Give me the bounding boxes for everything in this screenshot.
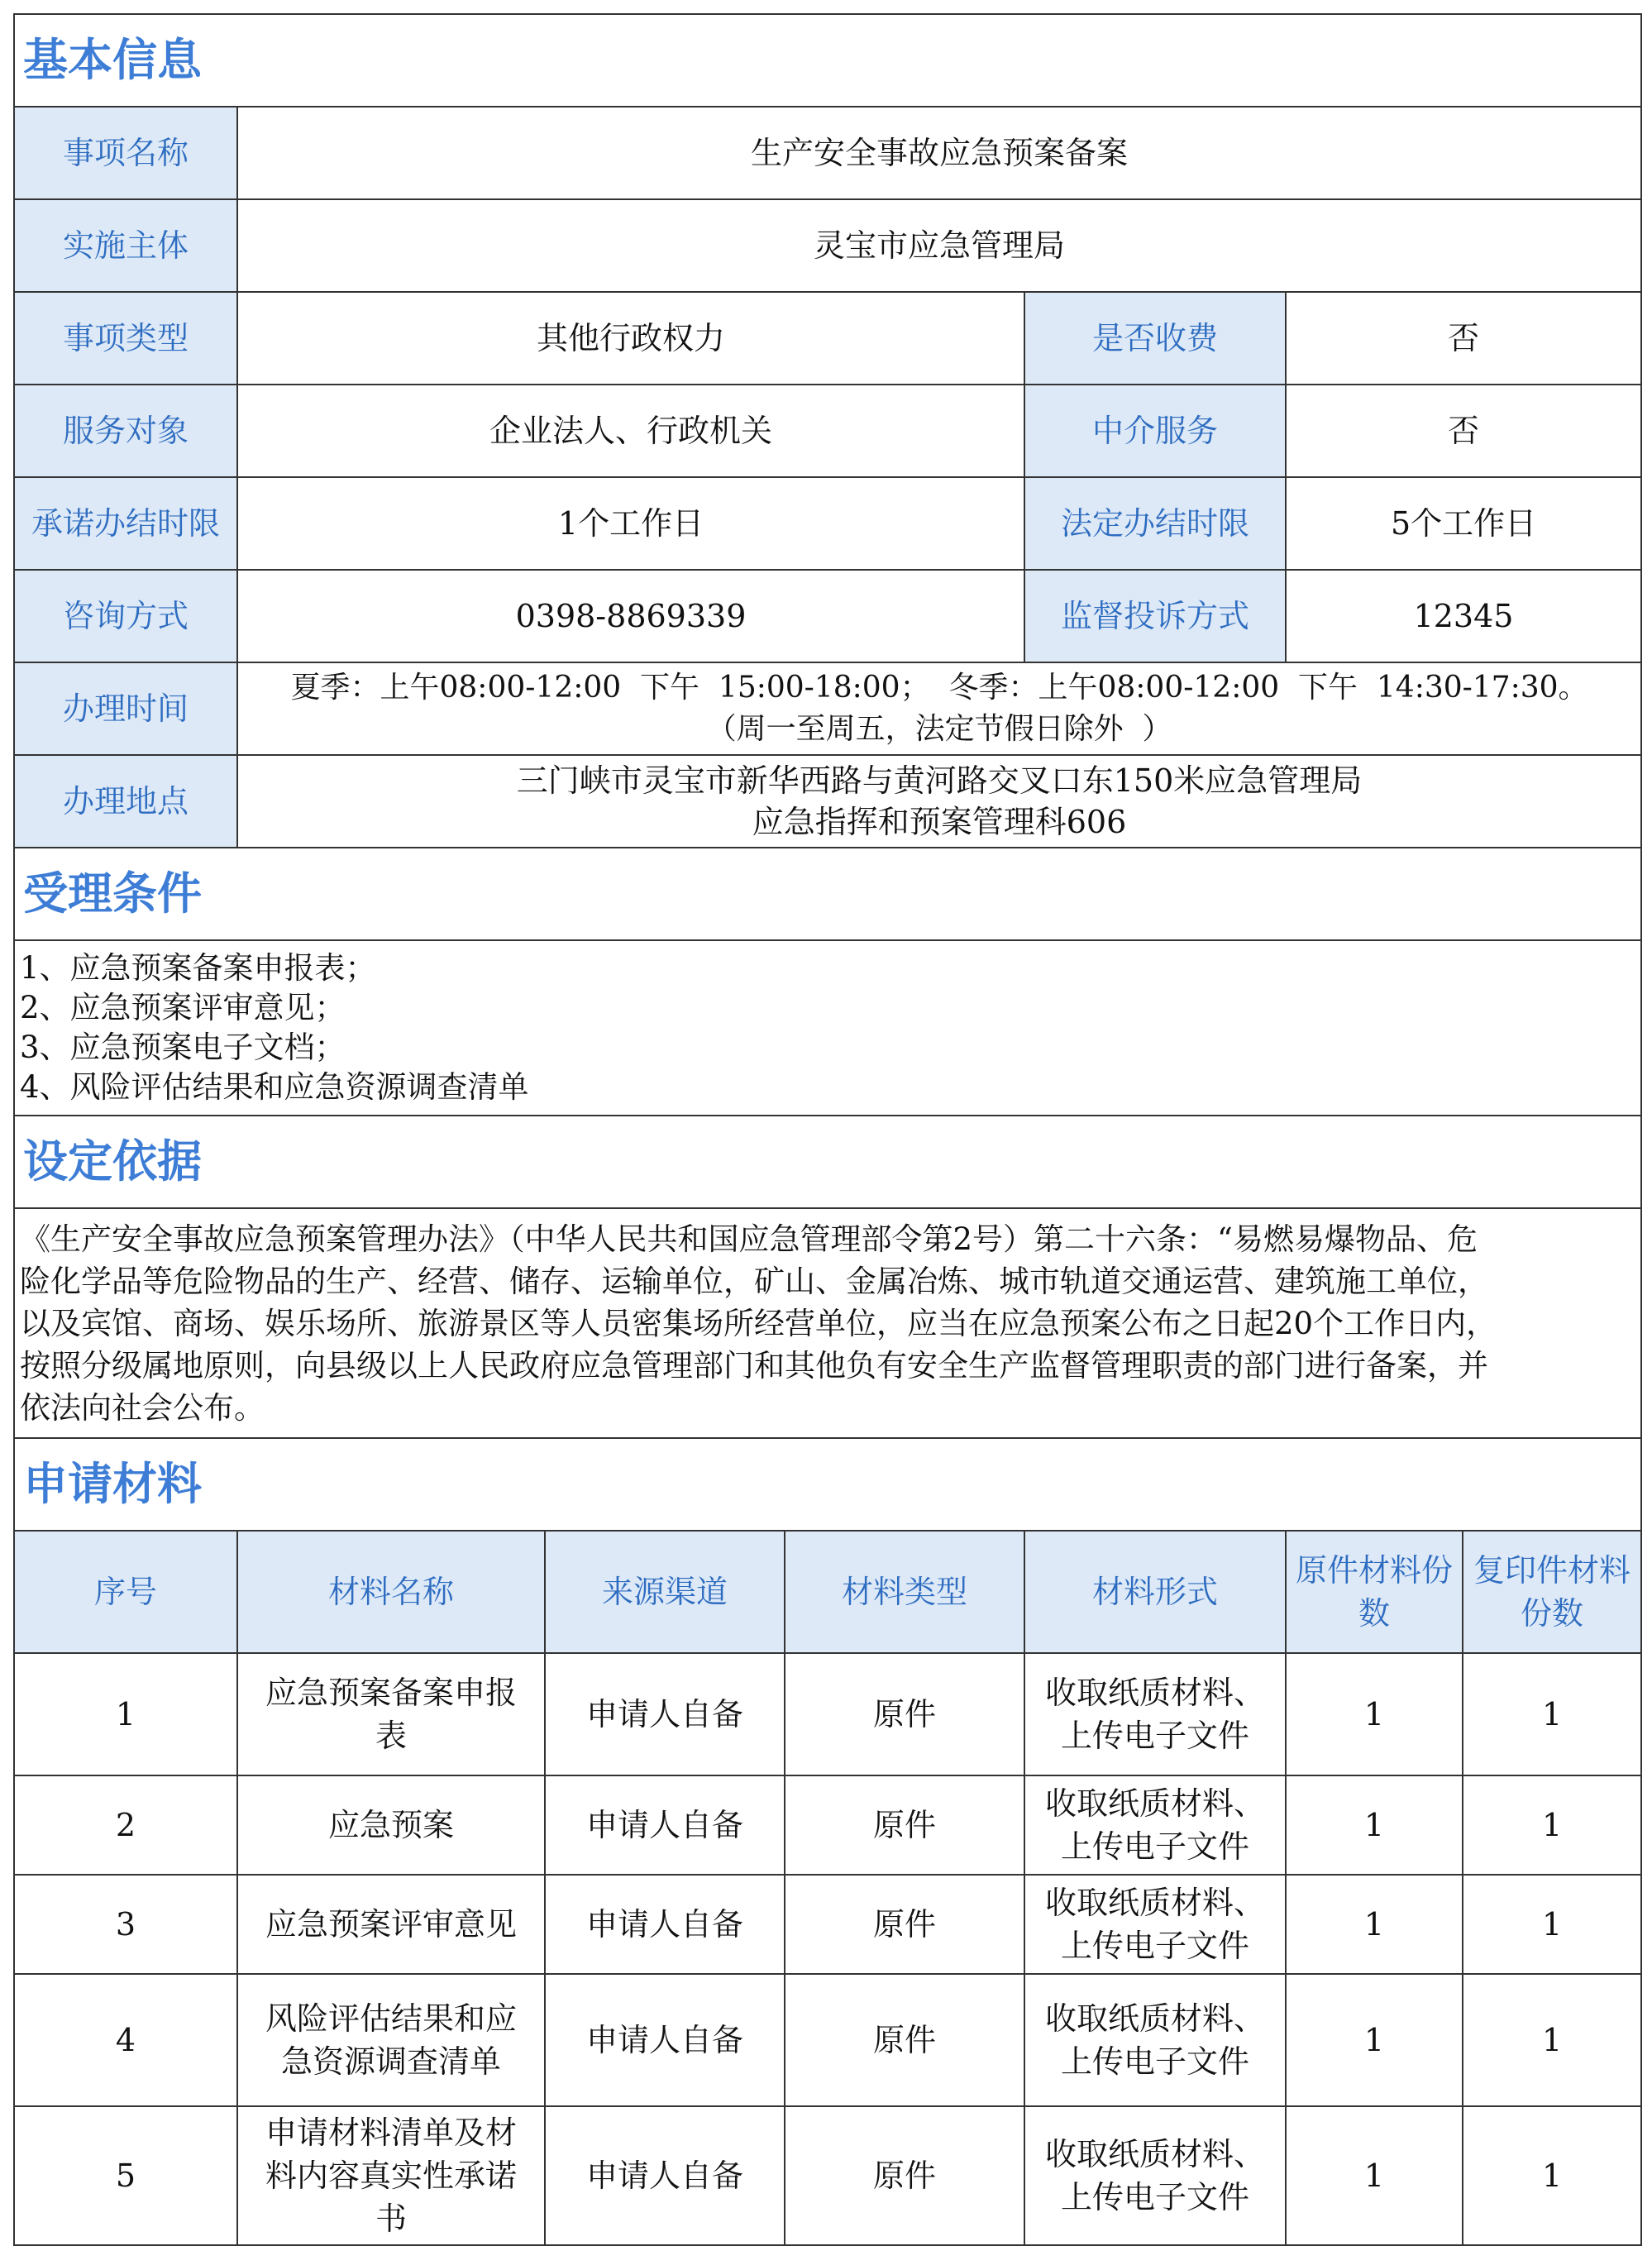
header-text: 材料类型: [841, 1574, 967, 1610]
section-basis: [14, 1116, 1641, 1208]
address-line-2: 应急指挥和预案管理科606: [752, 804, 1127, 840]
hours-line-1: 夏季：上午08:00-12:00 下午 15:00-18:00； 冬季：上午08:00-12:00 下午 14:30-17:30。: [290, 671, 1588, 705]
row-form: [1024, 1653, 1286, 1775]
row-material-name: [237, 1974, 545, 2106]
name-line: 应急预案评审意见: [265, 1906, 517, 1943]
row-type: 原件: [785, 1875, 1024, 1974]
row-copy-count: 1: [1463, 1974, 1641, 2106]
section-title: 设定依据: [14, 1116, 1641, 1208]
implementer-value: 灵宝市应急管理局: [237, 199, 1641, 292]
row-no: 5: [14, 2106, 237, 2245]
basis-line: 以及宾馆、商场、娱乐场所、旅游景区等人员密集场所经营单位，应当在应急预案公布之日起20个工作日内，: [20, 1305, 1497, 1341]
complaint-value: 12345: [1286, 570, 1641, 662]
form-line: 收取纸质材料、: [1044, 1885, 1265, 1921]
row-form: [1024, 1875, 1286, 1974]
section-materials: [14, 1438, 1641, 1531]
row-original-count: 1: [1286, 1775, 1463, 1875]
row-form: [1024, 1775, 1286, 1875]
header-form: [1024, 1531, 1286, 1653]
row-type: 原件: [785, 1775, 1024, 1875]
consult-label: 咨询方式: [14, 570, 237, 662]
row-implementer: [14, 199, 1641, 292]
form-line: 上传电子文件: [1060, 2179, 1249, 2215]
section-conditions: [14, 848, 1641, 940]
header-text: 原件材料份: [1295, 1552, 1453, 1589]
row-basis: [14, 1208, 1641, 1438]
row-copy-count: 1: [1463, 1775, 1641, 1875]
basis-line: 依法向社会公布。: [20, 1389, 265, 1426]
form-line: 收取纸质材料、: [1044, 2136, 1265, 2172]
row-original-count: 1: [1286, 1974, 1463, 2106]
service-guide-sheet: [13, 13, 1640, 2246]
basis-line: 《生产安全事故应急预案管理办法》（中华人民共和国应急管理部令第2号）第二十六条：“易燃易爆物品、危: [20, 1221, 1478, 1257]
row-original-count: 1: [1286, 2106, 1463, 2245]
service-target-value: 企业法人、行政机关: [237, 385, 1024, 477]
row-no: 1: [14, 1653, 237, 1775]
row-no: 2: [14, 1775, 237, 1875]
row-original-count: 1: [1286, 1653, 1463, 1775]
row-material-name: [237, 1653, 545, 1775]
row-type: 原件: [785, 1653, 1024, 1775]
row-copy-count: 1: [1463, 1875, 1641, 1974]
condition-item: 2、应急预案评审意见；: [20, 990, 346, 1025]
legal-time-value: 5个工作日: [1286, 477, 1641, 570]
basis-line: 险化学品等危险物品的生产、经营、储存、运输单位，矿山、金属冶炼、城市轨道交通运营、建筑施工单位，: [20, 1263, 1488, 1299]
row-source: 申请人自备: [545, 1775, 785, 1875]
name-line: 申请材料清单及材: [265, 2115, 517, 2151]
row-material-name: [237, 1775, 545, 1875]
intermediary-value: 否: [1286, 385, 1641, 477]
row-conditions: [14, 940, 1641, 1116]
row-copy-count: 1: [1463, 1653, 1641, 1775]
header-text: 复印件材料: [1473, 1552, 1631, 1589]
intermediary-label: 中介服务: [1024, 385, 1286, 477]
row-no: 3: [14, 1875, 237, 1974]
basis-text: [14, 1208, 1641, 1438]
header-text: 材料名称: [327, 1574, 454, 1610]
header-name: [237, 1531, 545, 1653]
promised-time-value: 1个工作日: [237, 477, 1024, 570]
form-line: 收取纸质材料、: [1044, 1785, 1265, 1822]
header-copy-count: [1463, 1531, 1641, 1653]
header-type: [785, 1531, 1024, 1653]
service-guide-table: [13, 13, 1642, 2246]
section-title: 受理条件: [14, 848, 1641, 940]
condition-item: 1、应急预案备案申报表；: [20, 950, 376, 986]
address-line-1: 三门峡市灵宝市新华西路与黄河路交叉口东150米应急管理局: [516, 762, 1363, 799]
header-text: 数: [1358, 1595, 1390, 1632]
row-original-count: 1: [1286, 1875, 1463, 1974]
header-no: [14, 1531, 237, 1653]
table-row: [14, 2106, 1641, 2245]
item-name-label: 事项名称: [14, 107, 237, 199]
address-value: [237, 755, 1641, 848]
section-basic-info: [14, 14, 1641, 107]
row-no: 4: [14, 1974, 237, 2106]
condition-item: 4、风险评估结果和应急资源调查清单: [20, 1069, 529, 1105]
promised-time-label: 承诺办结时限: [14, 477, 237, 570]
fee-label: 是否收费: [1024, 292, 1286, 385]
table-row: [14, 1875, 1641, 1974]
row-source: 申请人自备: [545, 1653, 785, 1775]
header-source: [545, 1531, 785, 1653]
item-type-label: 事项类型: [14, 292, 237, 385]
item-name-value: 生产安全事故应急预案备案: [237, 107, 1641, 199]
form-line: 收取纸质材料、: [1044, 2000, 1265, 2037]
form-line: 上传电子文件: [1060, 1718, 1249, 1754]
implementer-label: 实施主体: [14, 199, 237, 292]
name-line: 料内容真实性承诺: [265, 2158, 517, 2194]
conditions-list: [14, 940, 1641, 1116]
fee-value: 否: [1286, 292, 1641, 385]
name-line: 书: [375, 2201, 407, 2237]
row-contact: [14, 570, 1641, 662]
form-line: 上传电子文件: [1060, 1828, 1249, 1865]
row-source: 申请人自备: [545, 2106, 785, 2245]
form-line: 收取纸质材料、: [1044, 1675, 1265, 1711]
row-source: 申请人自备: [545, 1875, 785, 1974]
form-line: 上传电子文件: [1060, 2043, 1249, 2080]
table-row: [14, 1775, 1641, 1875]
complaint-label: 监督投诉方式: [1024, 570, 1286, 662]
legal-time-label: 法定办结时限: [1024, 477, 1286, 570]
row-item-name: [14, 107, 1641, 199]
row-address: [14, 755, 1641, 848]
row-item-type: [14, 292, 1641, 385]
condition-item: 3、应急预案电子文档；: [20, 1030, 346, 1065]
row-form: [1024, 2106, 1286, 2245]
row-material-name: [237, 2106, 545, 2245]
section-title: 基本信息: [14, 14, 1641, 107]
name-line: 表: [375, 1718, 407, 1754]
row-form: [1024, 1974, 1286, 2106]
table-row: [14, 1653, 1641, 1775]
table-row: [14, 1974, 1641, 2106]
name-line: 急资源调查清单: [280, 2043, 501, 2080]
row-copy-count: 1: [1463, 2106, 1641, 2245]
basis-line: 按照分级属地原则，向县级以上人民政府应急管理部门和其他负有安全生产监督管理职责的部门进行备案，并: [20, 1347, 1488, 1383]
hours-label: 办理时间: [14, 662, 237, 755]
materials-header-row: [14, 1531, 1641, 1653]
name-line: 风险评估结果和应: [265, 2000, 517, 2037]
row-source: 申请人自备: [545, 1974, 785, 2106]
row-material-name: [237, 1875, 545, 1974]
section-title: 申请材料: [14, 1438, 1641, 1531]
hours-value: [237, 662, 1641, 755]
form-line: 上传电子文件: [1060, 1928, 1249, 1964]
item-type-value: 其他行政权力: [237, 292, 1024, 385]
header-text: 材料形式: [1091, 1574, 1218, 1610]
header-text: 来源渠道: [601, 1574, 728, 1610]
name-line: 应急预案备案申报: [265, 1675, 517, 1711]
header-text: 份数: [1521, 1595, 1584, 1632]
service-target-label: 服务对象: [14, 385, 237, 477]
consult-value: 0398-8869339: [237, 570, 1024, 662]
row-type: 原件: [785, 1974, 1024, 2106]
row-type: 原件: [785, 2106, 1024, 2245]
row-service-target: [14, 385, 1641, 477]
row-time-limit: [14, 477, 1641, 570]
name-line: 应急预案: [327, 1807, 454, 1843]
header-text: 序号: [93, 1574, 157, 1610]
row-hours: [14, 662, 1641, 755]
hours-line-2: （周一至周五，法定节假日除外 ）: [706, 712, 1172, 746]
header-original-count: [1286, 1531, 1463, 1653]
address-label: 办理地点: [14, 755, 237, 848]
